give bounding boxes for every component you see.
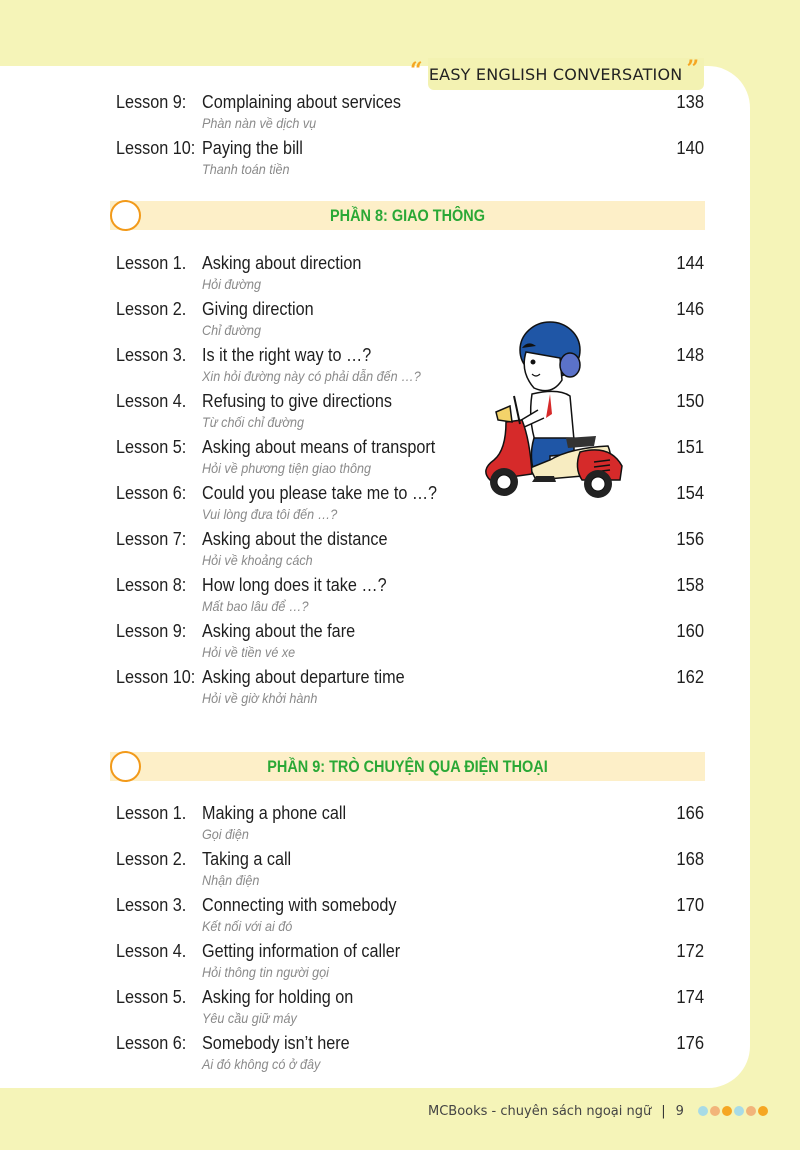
lesson-subtitle: Hỏi thông tin người gọi	[202, 964, 329, 980]
lesson-number: Lesson 6:	[116, 483, 187, 503]
lesson-number: Lesson 3.	[116, 895, 187, 915]
page-number: 174	[676, 987, 704, 1007]
scooter-rider-illustration	[470, 310, 630, 510]
section-title: PHẦN 8: GIAO THÔNG	[330, 206, 485, 225]
page-number: 158	[676, 575, 704, 595]
lesson-number: Lesson 9:	[116, 92, 187, 112]
section-header-8	[110, 201, 705, 230]
lesson-number: Lesson 1.	[116, 253, 187, 273]
page-number: 150	[676, 391, 704, 411]
page-number: 162	[676, 667, 704, 687]
lesson-subtitle: Xin hỏi đường này có phải dẫn đến …?	[202, 368, 421, 384]
lesson-number: Lesson 10:	[116, 667, 196, 687]
dot-icon	[710, 1106, 720, 1116]
lesson-subtitle: Gọi điện	[202, 826, 249, 842]
lesson-number: Lesson 4.	[116, 391, 187, 411]
circle-icon	[110, 751, 141, 782]
lesson-title: Complaining about services	[202, 92, 402, 112]
book-title-header	[410, 56, 700, 88]
page-footer	[428, 1101, 768, 1121]
footer-separator: |	[661, 1103, 666, 1119]
lesson-number: Lesson 8:	[116, 575, 187, 595]
toc-entry[interactable]	[116, 803, 704, 849]
lesson-subtitle: Từ chối chỉ đường	[202, 414, 305, 430]
page-number: 144	[676, 253, 704, 273]
lesson-subtitle: Chỉ đường	[202, 322, 262, 338]
lesson-title: How long does it take …?	[202, 575, 387, 595]
open-quote-icon: “	[410, 58, 423, 84]
lesson-number: Lesson 10:	[116, 138, 196, 158]
toc-entry[interactable]	[116, 92, 704, 138]
toc-entry[interactable]	[116, 138, 704, 184]
lesson-title: Asking about departure time	[202, 667, 405, 687]
toc-entry[interactable]	[116, 941, 704, 987]
decorative-dots	[698, 1106, 768, 1116]
lesson-subtitle: Kết nối với ai đó	[202, 918, 293, 934]
dot-icon	[758, 1106, 768, 1116]
toc-entry[interactable]	[116, 253, 704, 299]
book-title: EASY ENGLISH CONVERSATION	[428, 64, 683, 84]
lesson-title: Is it the right way to …?	[202, 345, 372, 365]
close-quote-icon: ”	[686, 56, 700, 82]
lesson-subtitle: Vui lòng đưa tôi đến …?	[202, 506, 338, 522]
lesson-subtitle: Phàn nàn về dịch vụ	[202, 115, 317, 131]
dot-icon	[746, 1106, 756, 1116]
lesson-subtitle: Yêu cầu giữ máy	[202, 1010, 297, 1026]
lesson-title: Somebody isn’t here	[202, 1033, 350, 1053]
toc-entry[interactable]	[116, 575, 704, 621]
circle-icon	[110, 200, 141, 231]
page-number: 151	[676, 437, 704, 457]
page-number: 166	[676, 803, 704, 823]
page-number: 176	[676, 1033, 704, 1053]
lesson-title: Paying the bill	[202, 138, 303, 158]
lesson-title: Could you please take me to …?	[202, 483, 438, 503]
lesson-title: Making a phone call	[202, 803, 347, 823]
lesson-number: Lesson 5.	[116, 987, 187, 1007]
lesson-title: Getting information of caller	[202, 941, 401, 961]
lesson-number: Lesson 4.	[116, 941, 187, 961]
lesson-subtitle: Nhận điện	[202, 872, 260, 888]
lesson-subtitle: Hỏi về khoảng cách	[202, 552, 313, 568]
lesson-subtitle: Hỏi đường	[202, 276, 262, 292]
lesson-subtitle: Thanh toán tiền	[202, 161, 290, 177]
toc-entry[interactable]	[116, 621, 704, 667]
dot-icon	[698, 1106, 708, 1116]
lesson-title: Asking about direction	[202, 253, 362, 273]
lesson-number: Lesson 1.	[116, 803, 187, 823]
page-number: 170	[676, 895, 704, 915]
lesson-subtitle: Mất bao lâu để …?	[202, 598, 309, 614]
page-number: 140	[676, 138, 704, 158]
lesson-number: Lesson 7:	[116, 529, 187, 549]
toc-entry[interactable]	[116, 987, 704, 1033]
lesson-number: Lesson 9:	[116, 621, 187, 641]
lesson-subtitle: Hỏi về tiền vé xe	[202, 644, 296, 660]
toc-entry[interactable]	[116, 529, 704, 575]
lesson-subtitle: Hỏi về phương tiện giao thông	[202, 460, 372, 476]
lesson-title: Taking a call	[202, 849, 292, 869]
lesson-subtitle: Hỏi về giờ khởi hành	[202, 690, 318, 706]
publisher-name: MCBooks - chuyên sách ngoại ngữ	[428, 1103, 652, 1119]
lesson-title: Asking about means of transport	[202, 437, 436, 457]
lesson-number: Lesson 2.	[116, 299, 187, 319]
toc-entry[interactable]	[116, 849, 704, 895]
page-number: 138	[676, 92, 704, 112]
lesson-number: Lesson 6:	[116, 1033, 187, 1053]
page-number: 172	[676, 941, 704, 961]
lesson-number: Lesson 5:	[116, 437, 187, 457]
page-number: 146	[676, 299, 704, 319]
page-number: 154	[676, 483, 704, 503]
toc-entry[interactable]	[116, 895, 704, 941]
lesson-title: Refusing to give directions	[202, 391, 393, 411]
lesson-title: Asking about the distance	[202, 529, 388, 549]
lesson-title: Asking for holding on	[202, 987, 354, 1007]
section-header-9	[110, 752, 705, 781]
dot-icon	[734, 1106, 744, 1116]
page-number: 156	[676, 529, 704, 549]
toc-entry[interactable]	[116, 667, 704, 713]
lesson-number: Lesson 3.	[116, 345, 187, 365]
dot-icon	[722, 1106, 732, 1116]
page-number: 148	[676, 345, 704, 365]
lesson-subtitle: Ai đó không có ở đây	[202, 1056, 321, 1072]
page-number: 168	[676, 849, 704, 869]
toc-entry[interactable]	[116, 1033, 704, 1079]
section-title: PHẦN 9: TRÒ CHUYỆN QUA ĐIỆN THOẠI	[267, 757, 548, 776]
lesson-title: Asking about the fare	[202, 621, 356, 641]
page-number: 160	[676, 621, 704, 641]
lesson-number: Lesson 2.	[116, 849, 187, 869]
lesson-title: Connecting with somebody	[202, 895, 397, 915]
footer-page-number: 9	[675, 1103, 684, 1119]
lesson-title: Giving direction	[202, 299, 314, 319]
